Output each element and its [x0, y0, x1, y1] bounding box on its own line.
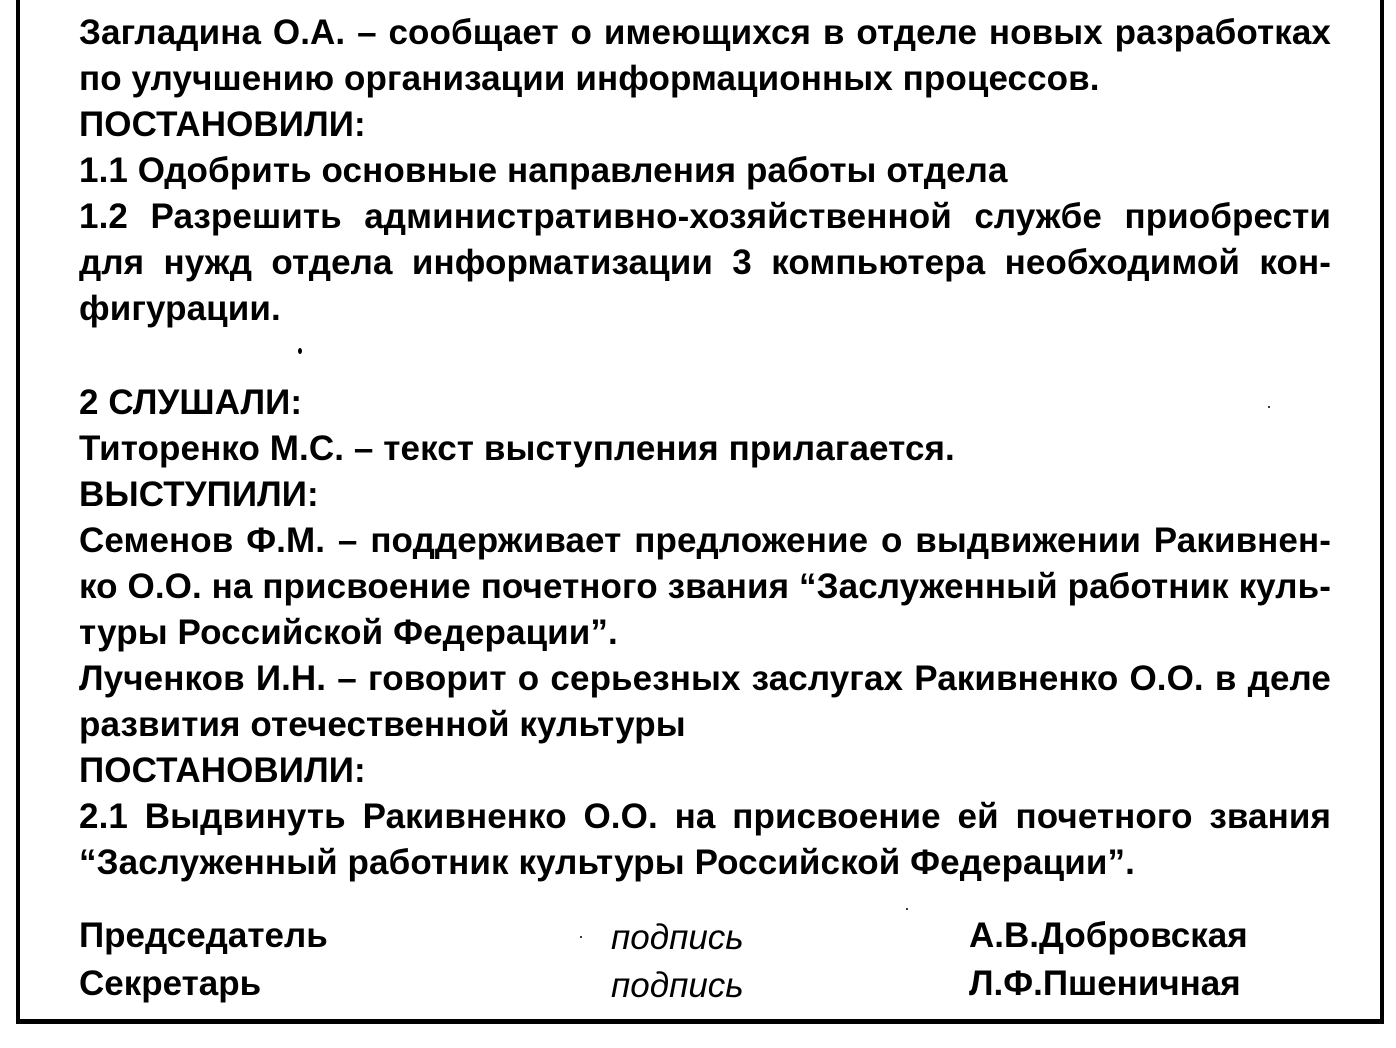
paragraph-item-1-1: 1.1 Одобрить основные направления работы отдела [79, 151, 1008, 190]
paragraph-resolved-1: ПОСТАНОВИЛИ: [79, 105, 366, 144]
paragraph-titorenko: Титоренко М.С. – текст выступления прилагается. [79, 429, 955, 468]
minutes-text [79, 10, 1331, 886]
signature-row-chair [79, 912, 1331, 960]
scan-speck [906, 908, 908, 910]
signature-name: Л.Ф.Пшеничная [969, 964, 1241, 1003]
signature-mark: подпись [611, 966, 744, 1005]
signature-role: Председатель [79, 916, 328, 955]
signature-mark: подпись [611, 918, 744, 957]
signature-role: Секретарь [79, 964, 262, 1003]
paragraph-heard-2: 2 СЛУШАЛИ: [79, 383, 303, 422]
paragraph-spoke: ВЫСТУПИЛИ: [79, 475, 319, 514]
paragraph-item-1-2: 1.2 Разрешить административно-хозяйственной службе приобрести для нужд отдела информатизации 3 компьютера необходимой кон-фигурации. [79, 197, 1331, 328]
paragraph-item-2-1: 2.1 Выдвинуть Ракивненко О.О. на присвоение ей почетного звания “Заслуженный работник культуры Российской Федерации”. [79, 797, 1331, 882]
paragraph-resolved-2: ПОСТАНОВИЛИ: [79, 751, 366, 790]
paragraph-semenov: Семенов Ф.М. – поддерживает предложение о выдвижении Ракивнен-ко О.О. на присвоение почетного звания “Заслуженный работник куль-туры Российской Федерации”. [79, 521, 1331, 652]
scan-speck [580, 936, 582, 938]
scan-speck [298, 348, 302, 354]
signature-name: А.В.Добровская [969, 916, 1248, 955]
signature-row-secretary [79, 960, 1331, 1008]
scan-speck [1268, 406, 1270, 408]
signatures-block [79, 912, 1331, 1008]
section-gap [79, 332, 1331, 380]
paragraph-zagladina-report: Загладина О.А. – сообщает о имеющихся в отделе новых разработках по улучшению организации информационных процессов. [79, 13, 1331, 98]
paragraph-luchenkov: Лученков И.Н. – говорит о серьезных заслугах Ракивненко О.О. в деле развития отечественной культуры [79, 659, 1331, 744]
